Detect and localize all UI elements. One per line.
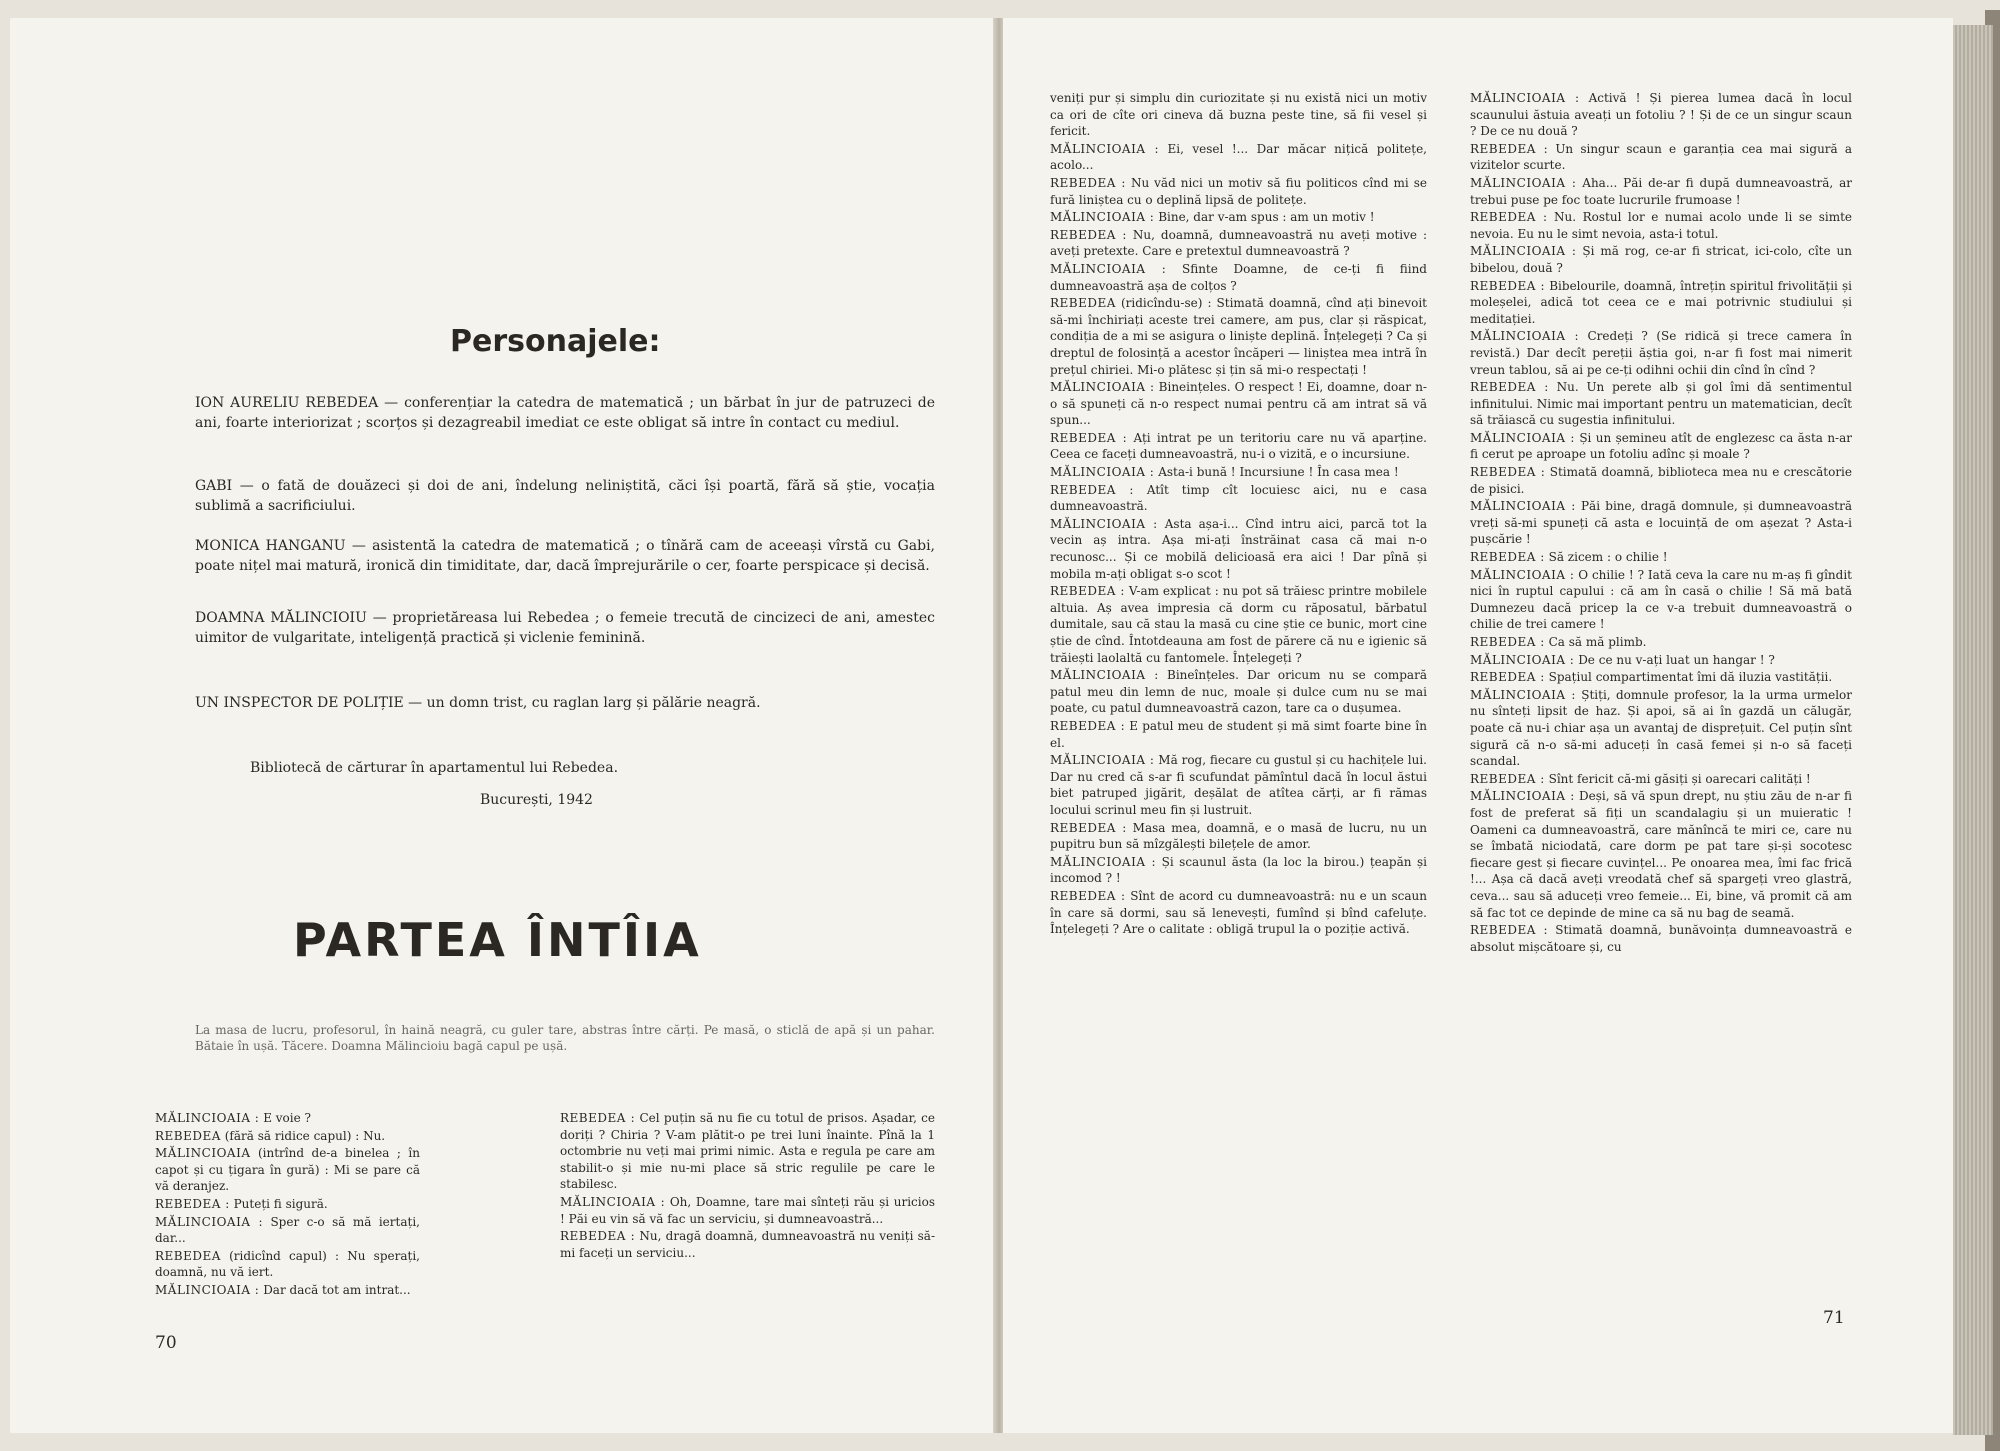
dialogue-text: E patul meu de student și mă simt foarte bine în el. (1050, 718, 1427, 750)
dialogue-text: Mă rog, fiecare cu gustul și cu hachițele lui. Dar nu cred că s-ar fi scufundat pămîntul dacă în locul ăstui biet patruped jigărit, deșălat de atîtea cărți, ar fi rămas locului scrinul meu fin și lustruit. (1050, 753, 1427, 817)
dialogue-text: Nu. Un perete alb și gol îmi dă sentimentul infinitului. Nimic mai important pentru un matematician, decît să trăiască cu sugestia infinitului. (1470, 380, 1853, 428)
speaker-name: MĂLINCIOAIA : (1470, 567, 1575, 582)
dialogue-text: Ca să mă plimb. (1548, 635, 1647, 649)
dialogue-text: Nu. Rostul lor e numai acolo unde li se simte nevoia. Eu nu le simt nevoia, asta-i totul. (1470, 210, 1852, 241)
speaker-name: REBEDEA : (1470, 550, 1545, 565)
dialogue-line (1470, 328, 1852, 378)
speaker-name: MĂLINCIOAIA : (1470, 175, 1577, 190)
dialogue-line (155, 1248, 420, 1281)
place-date: București, 1942 (480, 792, 593, 808)
dialogue-text: Masa mea, doamnă, e o masă de lucru, nu un pupitru bun să mîzgălești bilețele de amor. (1050, 820, 1427, 852)
dialogue-text: Sînt de acord cu dumneavoastră: nu e un scaun în care să dormi, sau să lenevești, fumînd și bînd cafeluțe. Înțelegeți ? Are o calitate : obligă trupul la o poziție activă. (1050, 888, 1427, 937)
speaker-name: REBEDEA : (1050, 175, 1126, 190)
speaker-name: MĂLINCIOAIA : (155, 1214, 263, 1229)
dialogue-line (1470, 464, 1852, 497)
character-entry: DOAMNA MĂLINCIOIU — proprietăreasa lui Rebedea ; o femeie trecută de cincizeci de ani, amestec uimitor de vulgaritate, inteligență practică și viclenie feminină. (195, 610, 935, 646)
dialogue-line (1050, 90, 1427, 140)
speaker-name: MĂLINCIOAIA : (1050, 516, 1158, 531)
speaker-name: REBEDEA : (1050, 430, 1128, 445)
dialogue-line (1050, 752, 1427, 818)
dialogue-line (1470, 652, 1852, 669)
speaker-name: MĂLINCIOAIA : (155, 1111, 260, 1125)
dialogue-line (1470, 498, 1852, 548)
speaker-name: MĂLINCIOAIA : (1470, 329, 1580, 344)
dialogue-text: (ridicînd capul) : Nu sperați, doamnă, nu vă iert. (155, 1248, 420, 1280)
dialogue-line (1050, 430, 1427, 463)
dialogue-column-right (1470, 90, 1852, 956)
speaker-name: MĂLINCIOAIA : (155, 1282, 260, 1297)
dialogue-text: Și un șemineu atît de englezesc ca ăsta n-ar fi cerut pe aproape un fotoliu adînc și moale ? (1470, 430, 1852, 462)
speaker-name: MĂLINCIOAIA : (1470, 91, 1580, 105)
speaker-name: REBEDEA : (155, 1196, 230, 1211)
dialogue-line (1050, 295, 1427, 378)
speaker-name: MĂLINCIOAIA (155, 1146, 251, 1161)
dialogue-line (1470, 430, 1852, 463)
dialogue-line (1050, 141, 1427, 174)
dialogue-line (155, 1214, 420, 1247)
dialogue-text: Cel puțin să nu fie cu totul de prisos. Așadar, ce doriți ? Chiria ? V-am plătit-o pe trei luni înainte. Pînă la 1 octombrie nu veți mai primi nimic. Asta e regula pe care am stabilit-o și mie nu-mi place să stric regulile pe care le stabilesc. (560, 1111, 935, 1192)
dialogue-text: Oh, Doamne, tare mai sînteți rău și uricios ! Păi eu vin să vă fac un serviciu, și dumneavoastră... (560, 1194, 935, 1226)
dialogue-text: Asta-i bună ! Incursiune ! În casa mea ! (1158, 465, 1399, 480)
dialogue-text: Deși, să vă spun drept, nu știu zău de n-ar fi fost de preferat să fiți un scandalagiu și un muieratic ! Oameni ca dumneavoastră, care mănîncă te miri ce, care nu se îmbată niciodată, care dorm pe pat tare și-și socotesc fiecare gest și fiecare cuvințel... Pe onoarea mea, îmi fac frică !... Așa că dacă aveți vreodată chef să spargeți vreo glastră, ceva... sau să aduceți vreo femeie... Ei, bine, vă promit că am să fac tot ce depinde de mine ca să nu bag de seamă. (1470, 789, 1852, 920)
dialogue-line (155, 1110, 420, 1127)
speaker-name: REBEDEA (1050, 296, 1116, 311)
dialogue-text: Să zicem : o chilie ! (1548, 550, 1668, 565)
dialogue-line (1050, 482, 1427, 515)
speaker-name: REBEDEA : (1470, 380, 1549, 395)
dialogue-line (1050, 718, 1427, 751)
dialogue-text: Ei, vesel !... Dar măcar nițică politețe, acolo... (1050, 141, 1427, 173)
speaker-name: REBEDEA : (560, 1111, 636, 1125)
speaker-name: REBEDEA : (1050, 584, 1125, 599)
dialogue-column-right (560, 1110, 935, 1262)
page-number: 71 (1823, 1308, 1845, 1328)
dialogue-line (1470, 771, 1852, 788)
left-page (10, 18, 995, 1433)
dialogue-text: Bineînțeles. Dar oricum nu se compară patul meu din lemn de nuc, moale și dulce cum nu se mai poate, cu patul dumneavoastră cazon, tare ca o dușumea. (1050, 668, 1427, 716)
dialogue-line (155, 1282, 420, 1299)
dialogue-line (1050, 464, 1427, 481)
character-entry: GABI — o fată de douăzeci și doi de ani, îndelung neliniștită, căci își poartă, fără să știe, vocația sublimă a sacrificiului. (195, 478, 935, 514)
dialogue-text: E voie ? (263, 1111, 311, 1125)
character-entry: UN INSPECTOR DE POLIȚIE — un domn trist, cu raglan larg și pălărie neagră. (195, 695, 761, 711)
dialogue-line (1470, 379, 1852, 429)
dialogue-line (1470, 141, 1852, 174)
dialogue-text: Și mă rog, ce-ar fi stricat, ici-colo, cîte un bibelou, două ? (1470, 244, 1852, 275)
speaker-name: MĂLINCIOAIA : (1470, 789, 1575, 804)
dialogue-line (1050, 820, 1427, 853)
dialogue-line (1050, 854, 1427, 887)
dialogue-line (155, 1145, 420, 1195)
dialogue-text: veniți pur și simplu din curiozitate și nu există nici un motiv ca ori de cîte ori cineva dă buzna peste tine, să fii vesel și fericit. (1050, 91, 1427, 139)
speaker-name: REBEDEA : (1470, 670, 1545, 685)
speaker-name: MĂLINCIOAIA : (1470, 652, 1575, 667)
dialogue-line (1470, 243, 1852, 276)
dialogue-text: Un singur scaun e garanția cea mai sigură a vizitelor scurte. (1470, 141, 1853, 173)
setting-description: Bibliotecă de cărturar în apartamentul lui Rebedea. (250, 760, 619, 776)
character-entry: MONICA HANGANU — asistentă la catedra de matematică ; o tînără cam de aceeași vîrstă cu Gabi, poate nițel mai matură, ironică din timiditate, dar, dacă împrejurările o cer, foarte perspicace și decisă. (195, 538, 935, 574)
dialogue-line (1050, 888, 1427, 938)
speaker-name: MĂLINCIOAIA : (1470, 244, 1577, 259)
stage-direction: La masa de lucru, profesorul, în haină neagră, cu guler tare, abstras între cărți. Pe masă, o sticlă de apă și un pahar. Bătaie în ușă. Tăcere. Doamna Mălincioiu bagă capul pe ușă. (195, 1023, 935, 1053)
dialogue-line (560, 1110, 935, 1193)
dialogue-line (1050, 227, 1427, 260)
speaker-name: MĂLINCIOAIA : (1470, 430, 1575, 445)
speaker-name: MĂLINCIOAIA : (1470, 687, 1576, 702)
dialogue-line (1470, 278, 1852, 328)
dialogue-column-left (1050, 90, 1427, 939)
dialogue-line (155, 1196, 420, 1213)
dialogue-text: Aha... Păi de-ar fi după dumneavoastră, ar trebui puse pe foc toate lucrurile frumoase ! (1470, 175, 1852, 207)
part-heading: PARTEA ÎNTÎIA (293, 913, 702, 967)
dialogue-line (1050, 261, 1427, 294)
speaker-name: MĂLINCIOAIA : (1050, 465, 1155, 480)
dialogue-line (1050, 175, 1427, 208)
dialogue-text: Bine, dar v-am spus : am un motiv ! (1158, 210, 1375, 225)
cast-heading: Personajele: (450, 324, 661, 359)
dialogue-line (1470, 634, 1852, 651)
dialogue-text: Sper c-o să mă iertați, dar... (155, 1214, 420, 1246)
dialogue-text: Nu, dragă doamnă, dumneavoastră nu veniți să-mi faceți un serviciu... (560, 1229, 935, 1260)
speaker-name: REBEDEA : (1470, 465, 1546, 480)
dialogue-line (1470, 175, 1852, 208)
dialogue-text: Stimată doamnă, bunăvoința dumneavoastră e absolut mișcătoare și, cu (1470, 923, 1852, 954)
speaker-name: REBEDEA (155, 1128, 221, 1143)
speaker-name: MĂLINCIOAIA : (1470, 499, 1576, 514)
speaker-name: REBEDEA : (560, 1229, 636, 1244)
speaker-name: MĂLINCIOAIA : (1050, 753, 1155, 768)
dialogue-text: (intrînd de-a binelea ; în capot și cu țigara în gură) : Mi se pare că vă deranjez. (155, 1146, 420, 1194)
dialogue-line (1050, 516, 1427, 582)
speaker-name: MĂLINCIOAIA : (1050, 210, 1155, 225)
dialogue-text: Știți, domnule profesor, la la urma urmelor nu sînteți lipsit de haz. Și apoi, să ai în gazdă un călugăr, poate că nu-i chiar așa un avantaj de disprețuit. Cel puțin sînt sigură că n-o să-mi aduceți în casă femei și n-o să faceți scandal. (1470, 687, 1852, 769)
dialogue-text: Nu, doamnă, dumneavoastră nu aveți motive : aveți pretexte. Care e pretextul dumneavoastră ? (1050, 227, 1427, 259)
speaker-name: MĂLINCIOAIA : (1050, 141, 1160, 156)
dialogue-text: Ați intrat pe un teritoriu care nu vă aparține. Ceea ce faceți dumneavoastră, nu-i o vizită, e o incursiune. (1050, 430, 1427, 462)
dialogue-text: O chilie ! ? Iată ceva la care nu m-aș fi gîndit nici în ruptul capului : că am în casă o chilie ! Să mă bată Dumnezeu dacă pricep la ce v-a trebuit dumneavoastră o chilie de trei camere ! (1470, 567, 1852, 632)
dialogue-line (1470, 687, 1852, 770)
speaker-name: REBEDEA : (1470, 635, 1545, 649)
speaker-name: MĂLINCIOAIA : (1050, 854, 1157, 869)
dialogue-line (560, 1194, 935, 1227)
dialogue-line (155, 1128, 420, 1145)
dialogue-text: Asta așa-i... Cînd intru aici, parcă tot la vecin aș intra. Așa mi-ați înstrăinat casa că mai n-o recunosc... Și ce mobilă delicioasă era aici ! Dar pînă și mobila m-ați obligat s-o scot ! (1050, 516, 1427, 581)
dialogue-line (560, 1228, 935, 1261)
speaker-name: REBEDEA : (1050, 482, 1134, 497)
speaker-name: MĂLINCIOAIA : (1050, 380, 1155, 395)
dialogue-text: Sfinte Doamne, de ce-ți fi fiind dumneavoastră așa de colțos ? (1050, 261, 1427, 293)
dialogue-text: Sînt fericit că-mi găsiți și oarecari calități ! (1548, 771, 1811, 786)
dialogue-line (1470, 922, 1852, 955)
dialogue-text: Puteți fi sigură. (233, 1196, 328, 1211)
speaker-name: REBEDEA : (1050, 820, 1127, 835)
speaker-name: REBEDEA : (1470, 771, 1545, 786)
dialogue-text: Nu văd nici un motiv să fiu politicos cînd mi se fură liniștea cu o deplină lipsă de politețe. (1050, 175, 1428, 207)
dialogue-line (1470, 567, 1852, 633)
dialogue-text: (fără să ridice capul) : Nu. (224, 1128, 386, 1143)
dialogue-line (1050, 209, 1427, 226)
speaker-name: REBEDEA (155, 1248, 221, 1263)
dialogue-text: Bibelourile, doamnă, întrețin spiritul frivolității și moleșelei, adică tot ceea ce e mai potrivnic studiului și meditației. (1470, 278, 1852, 326)
dialogue-text: Activă ! Și pierea lumea dacă în locul scaunului ăstuia aveați un fotoliu ? ! Și de ce un singur scaun ? De ce nu două ? (1470, 91, 1852, 139)
speaker-name: REBEDEA : (1470, 278, 1546, 293)
dialogue-text: Credeți ? (Se ridică și trece camera în revistă.) Dar decît pereții ăștia goi, n-ar fi fost mai nimerit vreun tablou, să ai pe ce-ți odihni ochii din cînd în cînd ? (1470, 329, 1852, 377)
dialogue-text: De ce nu v-ați luat un hangar ! ? (1578, 652, 1775, 667)
dialogue-line (1470, 669, 1852, 686)
speaker-name: MĂLINCIOAIA : (560, 1194, 666, 1209)
dialogue-text: Bineințeles. O respect ! Ei, doamne, doar n-o să spuneți că n-o respect numai pentru că am intrat să vă spun... (1050, 380, 1427, 428)
dialogue-text: Spațiul compartimentat îmi dă iluzia vastității. (1548, 670, 1833, 685)
page-number: 70 (155, 1333, 177, 1353)
dialogue-line (1470, 209, 1852, 242)
dialogue-text: Păi bine, dragă domnule, și dumneavoastră vreți să-mi spuneți că asta e locuință de om așezat ? Asta-i pușcărie ! (1470, 499, 1852, 547)
speaker-name: REBEDEA : (1050, 227, 1127, 242)
dialogue-line (1050, 667, 1427, 717)
dialogue-text: V-am explicat : nu pot să trăiesc printre mobilele altuia. Aș avea impresia că dorm cu răposatul, bărbatul dumitale, sau că stau la masă cu cine știe ce bunic, mort cine știe de cînd. Întotdeauna am fost de părere că nu e igienic să trăiești laolaltă cu fantomele. Înțelegeți ? (1050, 584, 1428, 665)
dialogue-text: Și scaunul ăsta (la loc la birou.) țeapăn și incomod ? ! (1050, 854, 1427, 886)
dialogue-line (1470, 788, 1852, 921)
dialogue-text: Atît timp cît locuiesc aici, nu e casa dumneavoastră. (1050, 482, 1427, 514)
right-page (1003, 18, 1953, 1433)
dialogue-text: Dar dacă tot am intrat... (263, 1282, 411, 1297)
speaker-name: MĂLINCIOAIA : (1050, 261, 1167, 276)
dialogue-line (1470, 549, 1852, 566)
character-entry: ION AURELIU REBEDEA — conferențiar la catedra de matematică ; un bărbat în jur de patruzeci de ani, foarte interiorizat ; scorțos și dezagreabil imediat ce este obligat să intre în contact cu mediul. (195, 395, 935, 431)
dialogue-line (1050, 583, 1427, 666)
book-page-edges (1953, 25, 1993, 1435)
dialogue-line (1050, 379, 1427, 429)
speaker-name: REBEDEA : (1470, 923, 1549, 938)
speaker-name: MĂLINCIOAIA : (1050, 668, 1159, 683)
speaker-name: REBEDEA : (1050, 718, 1126, 733)
speaker-name: REBEDEA : (1470, 141, 1549, 156)
dialogue-text: (ridicîndu-se) : Stimată doamnă, cînd ați binevoit să-mi închiriați aceste trei camere, am pus, clar și răspicat, condiția de a mi se asigura o liniște deplină. Înțelegeți ? Ca și dreptul de folosință a acestor încăperi — liniștea mea intră în prețul chiriei. Mi-o plătesc și țin să mi-o respectați ! (1050, 296, 1427, 377)
speaker-name: REBEDEA : (1470, 210, 1548, 225)
dialogue-line (1470, 90, 1852, 140)
dialogue-column-left (155, 1110, 420, 1300)
speaker-name: REBEDEA : (1050, 888, 1126, 903)
dialogue-text: Stimată doamnă, biblioteca mea nu e crescătorie de pisici. (1470, 465, 1852, 496)
